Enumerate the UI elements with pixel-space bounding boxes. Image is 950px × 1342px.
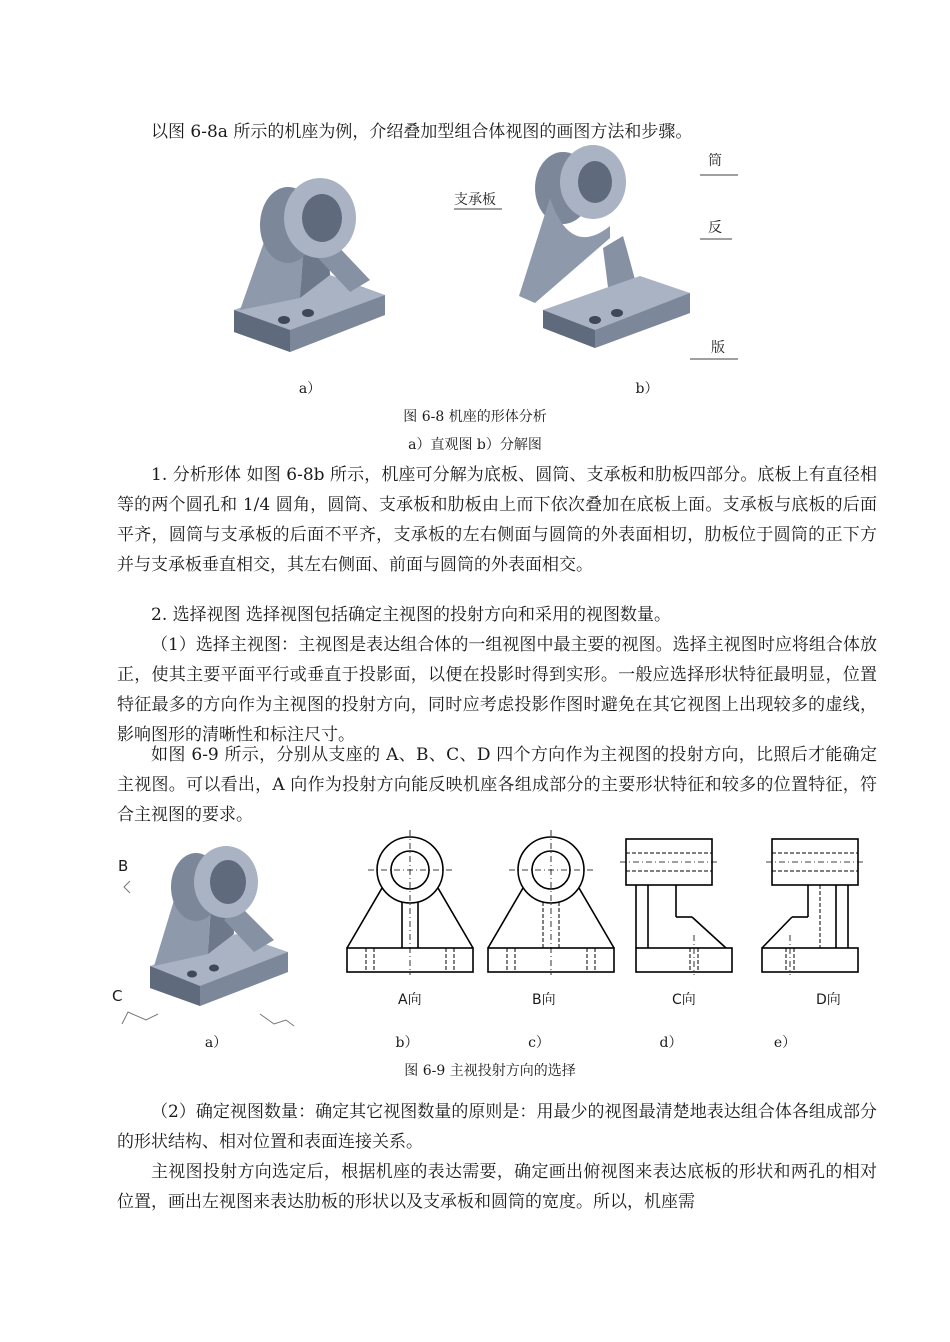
orthographic-view-d [760, 835, 885, 975]
paragraph-shape-analysis: 1. 分析形体 如图 6-8b 所示，机座可分解为底板、圆筒、支承板和肋板四部分。底板上有直径相等的两个圆孔和 1/4 圆角，圆筒、支承板和肋板由上而下依次叠加在底板上面。支承板与底板的后面平齐，圆筒与支承板的后面不平齐，支承板的左右侧面与圆筒的外表面相切，肋板位于圆筒的正下方并与支承板垂直相交，其左右侧面、前面与圆筒的外表面相交。 [117, 465, 877, 575]
direction-label-c: C [112, 987, 123, 1005]
intro-paragraph: 以图 6-8a 所示的机座为例，介绍叠加型组合体视图的画图方法和步骤。 [151, 122, 693, 142]
figure-6-8b-exploded [515, 148, 695, 353]
paragraph-view-selection: 2. 选择视图 选择视图包括确定主视图的投射方向和采用的视图数量。 [151, 605, 672, 625]
figure-6-9-sub-a: a） [204, 1035, 228, 1051]
leader-line-support [454, 208, 502, 210]
figure-6-9a-isometric [146, 842, 296, 1014]
figure-6-9-sub-d: d） [659, 1035, 683, 1051]
label-cylinder: 筒 [708, 153, 722, 169]
figure-6-8a-isometric [230, 170, 400, 360]
figure-6-9-sub-b: b） [395, 1035, 419, 1051]
view-label-d: D向 [816, 992, 841, 1008]
orthographic-view-a [344, 830, 479, 975]
view-label-a: A向 [398, 992, 422, 1008]
figure-6-8-sub-a: a） [298, 381, 322, 397]
view-label-b: B向 [532, 992, 556, 1008]
leader-line-base [690, 358, 738, 360]
view-label-c: C向 [672, 992, 696, 1008]
paragraph-direction-comparison: 如图 6-9 所示，分别从支座的 A、B、C、D 四个方向作为主视图的投射方向，比照后才能确定主视图。可以看出，A 向作为投射方向能反映机座各组成部分的主要形状特征和较多的位置特征，符合主视图的要求。 [117, 745, 877, 825]
label-base-plate: 版 [711, 340, 725, 356]
paragraph-main-view: （1）选择主视图：主视图是表达组合体的一组视图中最主要的视图。选择主视图时应将组合体放正，使其主要平面平行或垂直于投影面，以便在投影时得到实形。一般应选择形状特征最明显，位置特征最多的方向作为主视图的投射方向，同时应考虑投影作图时避免在其它视图上出现较多的虚线，影响图形的清晰性和标注尺寸。 [117, 635, 877, 745]
leader-line-rib [700, 238, 732, 240]
direction-label-b: B [118, 857, 129, 875]
leader-line-cylinder [700, 174, 738, 176]
figure-6-9-sub-e: e） [773, 1035, 797, 1051]
paragraph-view-determination: 主视图投射方向选定后，根据机座的表达需要，确定画出俯视图来表达底板的形状和两孔的相对位置，画出左视图来表达肋板的形状以及支承板和圆筒的宽度。所以，机座需 [117, 1162, 877, 1212]
paragraph-view-count: （2）确定视图数量：确定其它视图数量的原则是：用最少的视图最清楚地表达组合体各组成部分的形状结构、相对位置和表面连接关系。 [117, 1102, 877, 1152]
label-support-plate: 支承板 [454, 192, 496, 208]
orthographic-view-b [485, 830, 620, 975]
figure-6-8-caption: 图 6-8 机座的形体分析 [403, 409, 547, 425]
figure-6-8-subcaption: a）直观图 b）分解图 [408, 437, 542, 453]
figure-6-9-caption: 图 6-9 主视投射方向的选择 [404, 1063, 576, 1079]
orthographic-view-c [620, 835, 745, 975]
direction-arrow-b [122, 880, 132, 894]
figure-6-9-sub-c: c） [528, 1035, 550, 1051]
figure-6-8-sub-b: b） [635, 381, 659, 397]
label-rib: 反 [708, 220, 722, 236]
